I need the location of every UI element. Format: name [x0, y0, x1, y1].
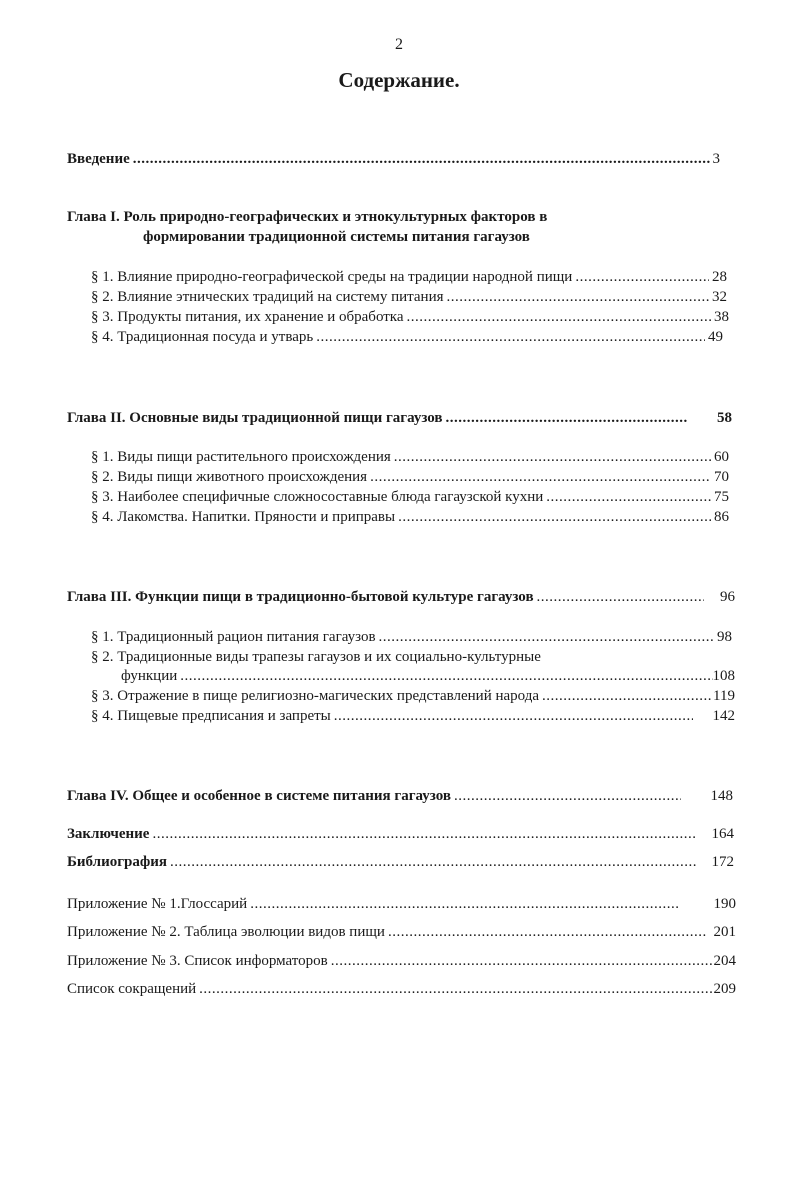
toc-entry-ch1-s2[interactable]	[91, 288, 727, 306]
toc-page: 164	[711, 826, 734, 842]
toc-page: 60	[714, 449, 729, 465]
leader-dots	[250, 895, 677, 913]
toc-label: Приложение № 1.Глоссарий	[67, 896, 248, 912]
toc-entry-ch3-s2[interactable]	[121, 667, 735, 685]
leader-dots	[394, 448, 711, 466]
toc-entry-chapter-4[interactable]	[67, 787, 733, 805]
toc-page: 86	[714, 509, 729, 525]
leader-dots	[546, 488, 711, 506]
leader-dots	[170, 853, 695, 871]
toc-entry-appendix-1[interactable]	[67, 895, 736, 913]
toc-page: 142	[712, 708, 735, 724]
leader-dots	[316, 328, 705, 346]
toc-entry-ch1-s3[interactable]	[91, 308, 729, 326]
toc-entry-ch1-s1[interactable]	[91, 268, 727, 286]
leader-dots	[575, 268, 709, 286]
toc-label: Приложение № 2. Таблица эволюции видов пищи	[67, 924, 385, 940]
toc-page: 75	[714, 489, 729, 505]
toc-label: § 4. Лакомства. Напитки. Пряности и приправы	[91, 509, 396, 525]
leader-dots	[370, 468, 711, 486]
toc-entry-ch3-s2-line1[interactable]: § 2. Традиционные виды трапезы гагаузов и их социально-культурные	[91, 649, 541, 665]
leader-dots	[407, 308, 711, 326]
leader-dots	[537, 588, 704, 606]
toc-page: 38	[714, 309, 729, 325]
toc-label: § 1. Традиционный рацион питания гагаузов	[91, 629, 376, 645]
leader-dots	[133, 150, 710, 168]
toc-entry-ch2-s2[interactable]	[91, 468, 729, 486]
toc-entry-abbreviations[interactable]	[67, 980, 736, 998]
toc-label: функции	[121, 668, 178, 684]
toc-entry-ch2-s4[interactable]	[91, 508, 729, 526]
toc-label: § 3. Наиболее специфичные сложносоставные блюда гагаузской кухни	[91, 489, 544, 505]
toc-label: Приложение № 3. Список информаторов	[67, 953, 328, 969]
toc-page: 119	[713, 688, 735, 704]
leader-dots	[379, 628, 714, 646]
chapter-1-heading-line2[interactable]: формировании традиционной системы питания гагаузов	[143, 229, 530, 245]
toc-label: Список сокращений	[67, 981, 197, 997]
toc-page: 28	[712, 269, 727, 285]
toc-label: § 2. Виды пищи животного происхождения	[91, 469, 368, 485]
toc-page: 209	[713, 981, 736, 997]
leader-dots	[199, 980, 713, 998]
toc-label: Заключение	[67, 826, 150, 842]
leader-dots	[447, 288, 710, 306]
toc-page: 32	[712, 289, 727, 305]
leader-dots	[398, 508, 711, 526]
toc-page: 96	[720, 589, 735, 605]
chapter-1-heading-line1[interactable]: Глава I. Роль природно-географических и этнокультурных факторов в	[67, 209, 548, 225]
toc-page: 49	[708, 329, 723, 345]
toc-page: 108	[712, 668, 735, 684]
toc-entry-ch3-s1[interactable]	[91, 628, 732, 646]
toc-label: § 1. Виды пищи растительного происхождения	[91, 449, 391, 465]
toc-label: Глава IV. Общее и особенное в системе питания гагаузов	[67, 788, 451, 804]
toc-entry-ch2-s3[interactable]	[91, 488, 729, 506]
toc-page: 172	[711, 854, 734, 870]
toc-label: Введение	[67, 151, 130, 167]
toc-label: § 1. Влияние природно-географической среды на традиции народной пищи	[91, 269, 573, 285]
toc-entry-appendix-2[interactable]	[67, 923, 736, 941]
toc-entry-chapter-3[interactable]	[67, 588, 735, 606]
toc-entry-conclusion[interactable]	[67, 825, 734, 843]
toc-label: Глава II. Основные виды традиционной пищи гагаузов	[67, 410, 443, 426]
leader-dots	[454, 787, 681, 805]
toc-entry-chapter-2[interactable]	[67, 409, 732, 427]
leader-dots	[180, 667, 712, 685]
leader-dots	[152, 825, 695, 843]
toc-page: 148	[710, 788, 733, 804]
toc-page: 204	[713, 953, 736, 969]
toc-label: § 4. Пищевые предписания и запреты	[91, 708, 331, 724]
toc-label: Библиография	[67, 854, 168, 870]
toc-entry-ch3-s4[interactable]	[91, 707, 735, 725]
page-title: Содержание.	[338, 68, 460, 92]
toc-entry-ch2-s1[interactable]	[91, 448, 729, 466]
toc-page: 190	[713, 896, 736, 912]
toc-page: 3	[712, 151, 720, 167]
toc-entry-ch3-s3[interactable]	[91, 687, 735, 705]
toc-label: § 4. Традиционная посуда и утварь	[91, 329, 314, 345]
toc-page: 98	[717, 629, 732, 645]
toc-entry-appendix-3[interactable]	[67, 952, 736, 970]
leader-dots	[334, 707, 693, 725]
leader-dots	[388, 923, 706, 941]
leader-dots	[446, 409, 688, 427]
leader-dots	[542, 687, 713, 705]
leader-dots	[331, 952, 714, 970]
toc-label: § 3. Продукты питания, их хранение и обработка	[91, 309, 404, 325]
toc-entry-bibliography[interactable]	[67, 853, 734, 871]
toc-label: Глава III. Функции пищи в традиционно-бытовой культуре гагаузов	[67, 589, 534, 605]
toc-page: 70	[714, 469, 729, 485]
toc-page: 201	[713, 924, 736, 940]
page-number: 2	[395, 36, 403, 53]
toc-label: § 3. Отражение в пище религиозно-магических представлений народа	[91, 688, 540, 704]
toc-entry-intro[interactable]	[67, 150, 720, 168]
toc-label: § 2. Влияние этнических традиций на систему питания	[91, 289, 444, 305]
toc-entry-ch1-s4[interactable]	[91, 328, 723, 346]
toc-page: 58	[717, 410, 732, 426]
